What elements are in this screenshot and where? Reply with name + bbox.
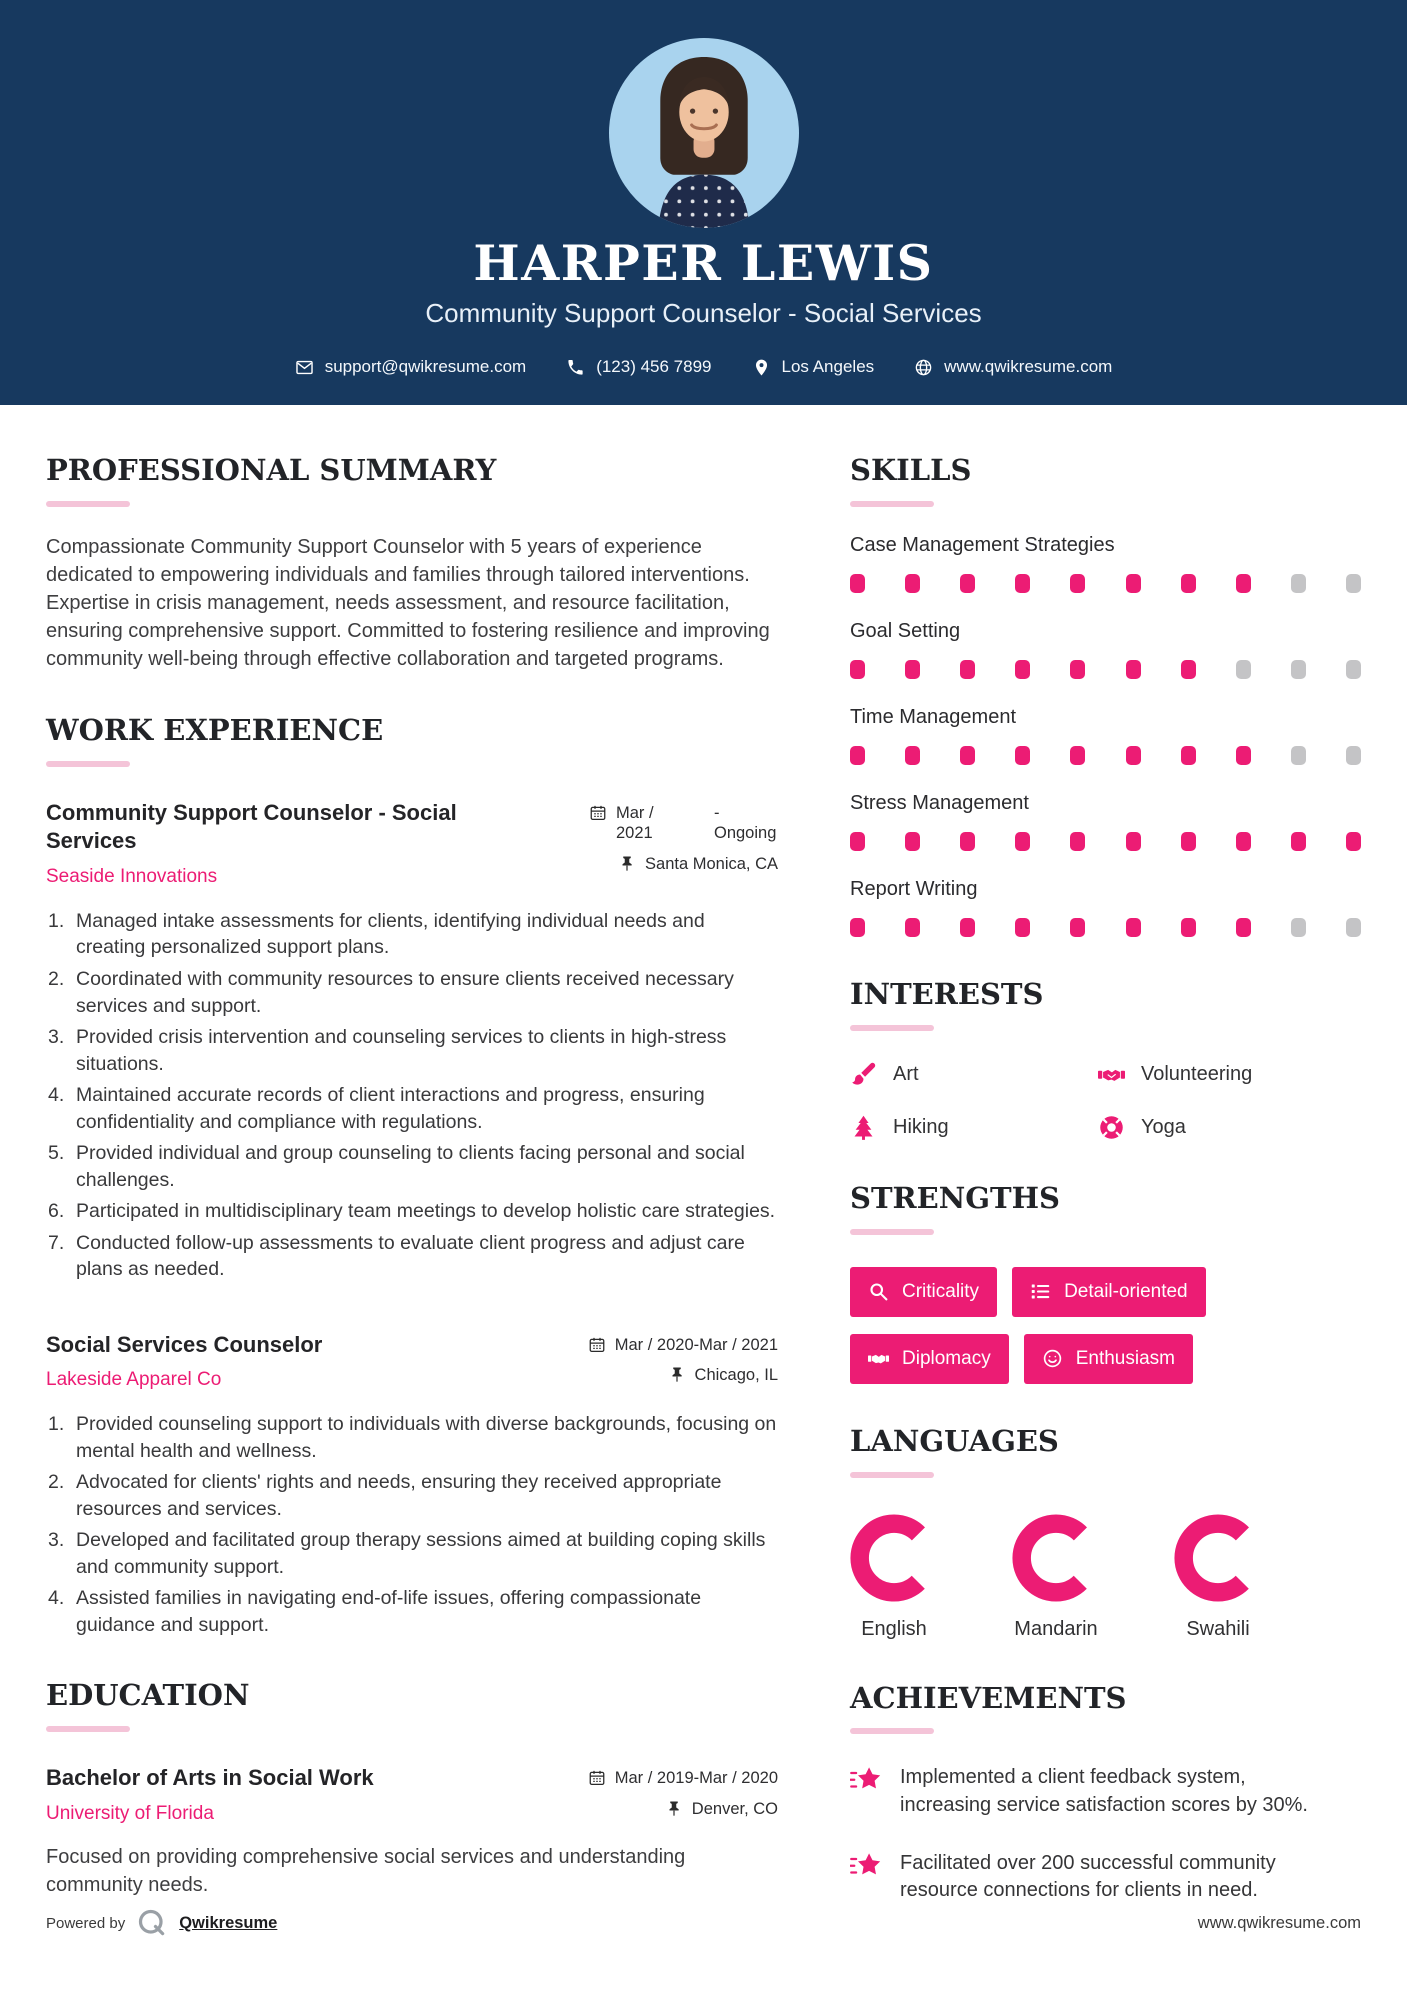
education-description: Focused on providing comprehensive social services and understanding community needs. xyxy=(46,1845,686,1896)
strength-badge xyxy=(850,1334,1009,1384)
right-column xyxy=(850,455,1361,1947)
section-strengths xyxy=(850,1180,1361,1384)
language-item xyxy=(850,1514,938,1641)
skill-row xyxy=(850,706,1361,765)
job-entry xyxy=(46,799,778,1283)
list-icon xyxy=(1030,1281,1051,1302)
date-part: Mar / 2020-Mar / 2021 xyxy=(614,1335,778,1354)
skill-dot xyxy=(1291,918,1306,937)
skill-dot xyxy=(1181,918,1196,937)
job-bullet: Assisted families in navigating end-of-life issues, offering compassionate guidance and support. xyxy=(76,1587,702,1636)
language-level-ring xyxy=(850,1514,938,1602)
skill-dot xyxy=(1236,918,1251,937)
skill-dot xyxy=(1126,746,1141,765)
skill-dot xyxy=(1291,574,1306,593)
interest-item xyxy=(1098,1114,1361,1141)
skill-rating-dots xyxy=(850,832,1361,851)
strengths-list xyxy=(850,1267,1361,1384)
handshake-icon xyxy=(1098,1061,1125,1088)
skill-dot xyxy=(1291,660,1306,679)
job-bullet: Participated in multidisciplinary team meetings to develop holistic care strategies. xyxy=(76,1200,776,1223)
achievements-list xyxy=(850,1764,1361,1904)
skill-rating-dots xyxy=(850,574,1361,593)
interest-label: Art xyxy=(893,1062,919,1085)
calendar-icon xyxy=(588,1768,606,1787)
skill-dot xyxy=(1346,746,1361,765)
skill-dot xyxy=(905,660,920,679)
education-dates xyxy=(578,1768,778,1789)
language-item xyxy=(1174,1514,1262,1641)
skill-dot xyxy=(1070,660,1085,679)
skill-rating-dots xyxy=(850,746,1361,765)
contact-item[interactable] xyxy=(566,357,711,377)
job-title: Social Services Counselor xyxy=(46,1331,323,1357)
contact-item[interactable] xyxy=(752,357,875,377)
job-dates xyxy=(578,1335,778,1356)
resume-body xyxy=(0,455,1407,1947)
strengths-heading: STRENGTHS xyxy=(850,1180,1060,1215)
language-label: Swahili xyxy=(1186,1617,1250,1640)
interests-list xyxy=(850,1061,1361,1141)
language-level-ring xyxy=(1174,1514,1262,1602)
heading-underline xyxy=(850,1728,934,1734)
job-bullet: Conducted follow-up assessments to evaluate client progress and adjust care plans as needed. xyxy=(76,1231,745,1281)
pushpin-icon xyxy=(618,854,636,873)
job-location xyxy=(578,1365,778,1386)
jobs-list xyxy=(46,799,778,1639)
skill-dot xyxy=(850,918,865,937)
achievement-item xyxy=(850,1764,1361,1819)
section-achievements xyxy=(850,1680,1361,1905)
skill-dot xyxy=(850,746,865,765)
job-bullet: Provided individual and group counseling to clients facing personal and social challenges. xyxy=(76,1142,745,1191)
work-heading: WORK EXPERIENCE xyxy=(46,712,384,747)
skill-dot xyxy=(905,832,920,851)
powered-by-text: Powered by xyxy=(46,1914,126,1932)
skill-name: Time Management xyxy=(850,705,1016,728)
skill-dot xyxy=(1015,574,1030,593)
skill-dot xyxy=(1181,832,1196,851)
person-job-title: Community Support Counselor - Social Services xyxy=(425,298,982,329)
contact-text: Los Angeles xyxy=(781,357,875,377)
job-bullet: Developed and facilitated group therapy sessions aimed at building coping skills and community support. xyxy=(76,1529,766,1578)
heading-underline xyxy=(46,501,130,507)
summary-heading: PROFESSIONAL SUMMARY xyxy=(46,453,497,487)
skill-dot xyxy=(1070,918,1085,937)
job-date-text xyxy=(615,1335,778,1356)
profile-photo-illustration xyxy=(609,38,799,228)
skill-name: Goal Setting xyxy=(850,619,961,642)
strength-badge xyxy=(1024,1334,1193,1384)
job-title: Community Support Counselor - Social Services xyxy=(46,799,457,854)
contact-icon xyxy=(566,358,585,377)
pushpin-icon xyxy=(665,1799,683,1818)
date-text: Mar / 2019-Mar / 2020 xyxy=(614,1769,778,1788)
skill-dot xyxy=(1236,574,1251,593)
skills-heading: SKILLS xyxy=(850,453,972,487)
job-bullet: Managed intake assessments for clients, identifying individual needs and creating personalized support plans. xyxy=(76,909,705,959)
strength-badge xyxy=(850,1267,997,1317)
profile-photo xyxy=(609,0,799,228)
skill-rating-dots xyxy=(850,918,1361,937)
skill-dot xyxy=(1291,832,1306,851)
skill-row xyxy=(850,620,1361,679)
skill-dot xyxy=(1070,832,1085,851)
skill-dot xyxy=(1291,746,1306,765)
skill-row xyxy=(850,878,1361,937)
location-text: Denver, CO xyxy=(691,1799,778,1818)
skill-name: Report Writing xyxy=(850,877,978,900)
achievement-text: Implemented a client feedback system, increasing service satisfaction scores by 30%. xyxy=(900,1766,1308,1817)
company-name: Lakeside Apparel Co xyxy=(46,1369,222,1391)
interest-item xyxy=(1098,1061,1361,1088)
skill-dot xyxy=(1126,660,1141,679)
skill-dot xyxy=(1126,574,1141,593)
interest-item xyxy=(850,1114,1098,1141)
summary-text: Compassionate Community Support Counselor with 5 years of experience dedicated to empowering individuals and families through tailored interventions. Expertise in crisis management, needs assessment, and resource facilitation, ensuring comprehensive support. Committed to fostering resilience and improving community well-being through effective collaboration and targeted programs. xyxy=(46,535,770,670)
skill-name: Stress Management xyxy=(850,791,1029,814)
shooting-star-icon xyxy=(850,1766,882,1796)
school-name: University of Florida xyxy=(46,1802,214,1824)
skill-name: Case Management Strategies xyxy=(850,533,1115,556)
tree-icon xyxy=(850,1114,877,1141)
heading-underline xyxy=(850,501,934,507)
heading-underline xyxy=(850,1025,934,1031)
strength-label: Enthusiasm xyxy=(1075,1347,1175,1369)
brand-link[interactable]: Qwikresume xyxy=(179,1913,278,1932)
education-heading: EDUCATION xyxy=(46,1678,250,1713)
date-part: Mar / 2021 xyxy=(616,803,654,843)
contact-text: (123) 456 7899 xyxy=(596,357,712,377)
skill-dot xyxy=(1070,574,1085,593)
language-level-ring xyxy=(1012,1514,1100,1602)
job-bullet: Advocated for clients' rights and needs, ensuring they received appropriate resources and services. xyxy=(76,1471,722,1520)
company-name: Seaside Innovations xyxy=(46,865,218,887)
interest-label: Hiking xyxy=(893,1115,949,1138)
skill-dot xyxy=(960,918,975,937)
header xyxy=(0,0,1407,405)
skill-dot xyxy=(1236,746,1251,765)
handshake-icon xyxy=(868,1348,889,1369)
heading-underline xyxy=(46,761,130,767)
heading-underline xyxy=(850,1472,934,1478)
footer-website[interactable]: www.qwikresume.com xyxy=(1197,1913,1361,1932)
job-date-text xyxy=(616,803,778,844)
skill-dot xyxy=(1346,660,1361,679)
person-name: HARPER LEWIS xyxy=(473,234,934,292)
language-item xyxy=(1012,1514,1100,1641)
location-text: Chicago, IL xyxy=(694,1366,778,1385)
contact-item[interactable] xyxy=(914,357,1112,377)
language-label: English xyxy=(861,1617,927,1640)
degree-title: Bachelor of Arts in Social Work xyxy=(46,1765,374,1791)
skill-dot xyxy=(905,918,920,937)
skill-dot xyxy=(960,832,975,851)
skill-dot xyxy=(1126,918,1141,937)
skill-dot xyxy=(905,746,920,765)
skill-dot xyxy=(1070,746,1085,765)
left-column xyxy=(46,455,778,1947)
achievements-heading: ACHIEVEMENTS xyxy=(850,1680,1127,1715)
heading-underline xyxy=(850,1229,934,1235)
contact-text: support@qwikresume.com xyxy=(324,357,527,377)
section-skills xyxy=(850,455,1361,937)
smiley-icon xyxy=(1042,1348,1063,1369)
skill-dot xyxy=(905,574,920,593)
section-work xyxy=(46,712,778,1639)
language-label: Mandarin xyxy=(1014,1617,1098,1640)
q-logo-icon xyxy=(137,1908,167,1938)
job-bullets xyxy=(46,1411,778,1638)
skill-dot xyxy=(960,574,975,593)
job-dates xyxy=(578,803,778,844)
shooting-star-icon xyxy=(850,1852,882,1882)
skill-dot xyxy=(1236,660,1251,679)
contact-icon xyxy=(752,358,771,377)
interest-item xyxy=(850,1061,1098,1088)
contact-text: www.qwikresume.com xyxy=(944,357,1113,377)
skill-dot xyxy=(1346,574,1361,593)
footer xyxy=(46,1908,1361,1938)
section-summary xyxy=(46,455,778,673)
job-location xyxy=(578,854,778,875)
skill-dot xyxy=(1015,918,1030,937)
skill-dot xyxy=(960,746,975,765)
job-entry xyxy=(46,1331,778,1639)
skill-dot xyxy=(1346,832,1361,851)
strength-badge xyxy=(1012,1267,1206,1317)
magnifier-icon xyxy=(868,1281,889,1302)
skill-dot xyxy=(1181,746,1196,765)
section-interests xyxy=(850,976,1361,1141)
skill-dot xyxy=(1181,660,1196,679)
contact-row xyxy=(0,357,1407,377)
skill-dot xyxy=(1015,660,1030,679)
skill-dot xyxy=(850,660,865,679)
skill-dot xyxy=(1015,832,1030,851)
job-bullet: Maintained accurate records of client interactions and progress, ensuring confidentiality and compliance with regulations. xyxy=(76,1084,705,1133)
job-bullet: Provided crisis intervention and counseling services to clients in high-stress situations. xyxy=(76,1026,727,1075)
languages-list xyxy=(850,1514,1361,1641)
interest-label: Volunteering xyxy=(1141,1062,1253,1085)
contact-item[interactable] xyxy=(295,357,527,377)
skill-row xyxy=(850,534,1361,593)
location-text: Santa Monica, CA xyxy=(645,855,778,874)
skill-dot xyxy=(1126,832,1141,851)
skill-row xyxy=(850,792,1361,851)
section-languages xyxy=(850,1423,1361,1641)
date-part: -Ongoing xyxy=(714,803,777,843)
lifebuoy-icon xyxy=(1098,1114,1125,1141)
education-location xyxy=(578,1799,778,1820)
job-bullet: Provided counseling support to individuals with diverse backgrounds, focusing on mental health and wellness. xyxy=(76,1413,777,1462)
contact-icon xyxy=(295,358,314,377)
skill-dot xyxy=(1346,918,1361,937)
contact-icon xyxy=(914,358,933,377)
skill-rating-dots xyxy=(850,660,1361,679)
calendar-icon xyxy=(588,1335,606,1354)
strength-label: Criticality xyxy=(902,1280,980,1302)
paintbrush-icon xyxy=(850,1061,877,1088)
interests-heading: INTERESTS xyxy=(850,976,1044,1011)
interest-label: Yoga xyxy=(1141,1115,1186,1138)
pushpin-icon xyxy=(668,1365,686,1384)
skill-dot xyxy=(960,660,975,679)
skill-dot xyxy=(1236,832,1251,851)
job-bullet: Coordinated with community resources to ensure clients received necessary services and support. xyxy=(76,968,734,1017)
job-bullets xyxy=(46,908,778,1283)
languages-heading: LANGUAGES xyxy=(850,1423,1059,1458)
skill-dot xyxy=(1181,574,1196,593)
section-education xyxy=(46,1680,778,1898)
education-entry xyxy=(46,1764,778,1899)
skill-dot xyxy=(1015,746,1030,765)
strength-label: Diplomacy xyxy=(902,1347,991,1369)
skill-dot xyxy=(850,574,865,593)
skills-list xyxy=(850,534,1361,937)
calendar-icon xyxy=(589,803,607,822)
strength-label: Detail-oriented xyxy=(1064,1280,1188,1302)
heading-underline xyxy=(46,1726,130,1732)
achievement-text: Facilitated over 200 successful community resource connections for clients in need. xyxy=(900,1851,1276,1902)
skill-dot xyxy=(850,832,865,851)
achievement-item xyxy=(850,1850,1361,1905)
